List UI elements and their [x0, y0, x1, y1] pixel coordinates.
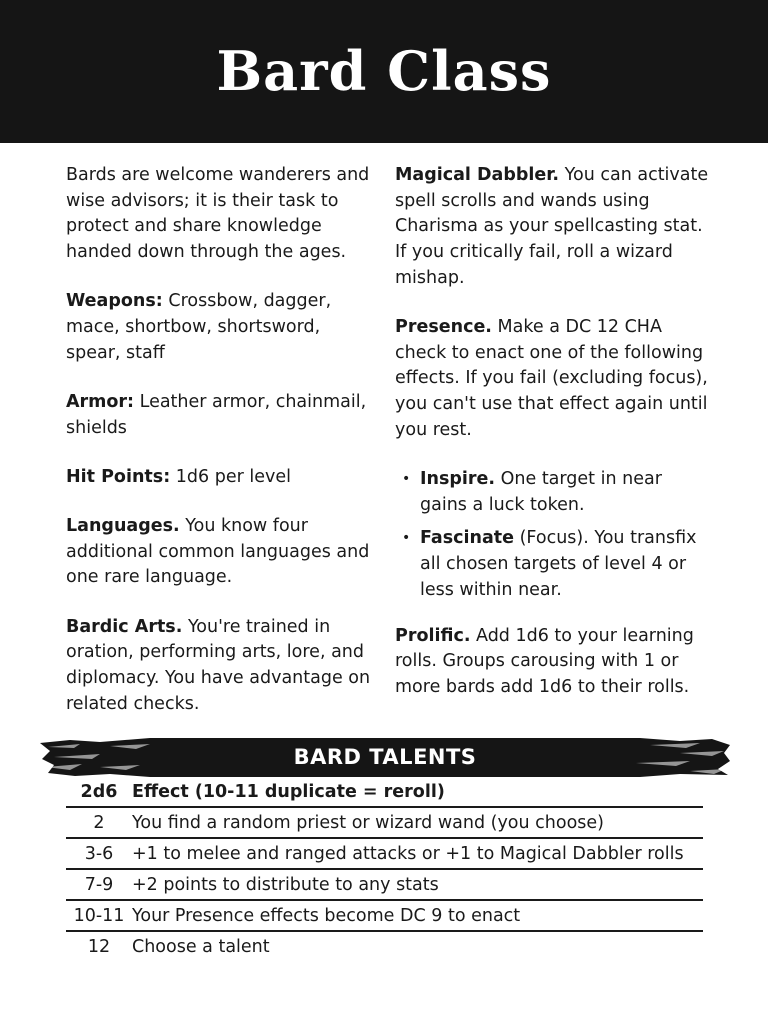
weapons-text: Crossbow, dagger, mace, shortbow, shortsword, spear, staff [66, 291, 332, 363]
roll-cell: 7-9 [84, 874, 114, 895]
roll-column-header: 2d6 [80, 781, 118, 802]
languages-text: You know four additional common languages and one rare language. [66, 516, 370, 588]
languages-paragraph [66, 514, 371, 591]
bardic-arts-paragraph [66, 615, 371, 718]
effect-label: Fascinate [420, 528, 515, 549]
hit-points-text: 1d6 per level [170, 466, 291, 487]
talents-table [66, 777, 703, 961]
presence-text: Make a DC 12 CHA check to enact one of the following effects. If you fail (excluding focus), you can't use that effect again until you rest. [395, 317, 708, 440]
page-title: Bard Class [216, 38, 552, 103]
left-column [66, 163, 371, 741]
prolific-label: Prolific. [395, 625, 471, 646]
effect-text: (Focus). You transfix all chosen targets of level 4 or less within near. [420, 528, 697, 600]
bardic-arts-text: You're trained in oration, performing arts, lore, and diplomacy. You have advantage on related checks. [66, 616, 371, 714]
magical-dabbler-paragraph [395, 163, 711, 292]
languages-label: Languages. [66, 516, 180, 537]
table-row [66, 807, 703, 838]
effect-cell: +2 points to distribute to any stats [132, 874, 439, 895]
presence-effects-list [395, 467, 711, 604]
magical-dabbler-text: You can activate spell scrolls and wands using Charisma as your spellcasting stat. If you critically fail, roll a wizard mishap. [395, 165, 709, 288]
talents-banner [40, 737, 730, 777]
prolific-paragraph [395, 624, 711, 701]
roll-cell: 2 [93, 812, 105, 833]
effect-text: One target in near gains a luck token. [420, 469, 662, 515]
roll-cell: 12 [87, 936, 111, 957]
effect-cell: You find a random priest or wizard wand (you choose) [132, 812, 604, 833]
table-row [66, 931, 703, 961]
effect-cell: Choose a talent [132, 936, 270, 957]
presence-label: Presence. [395, 317, 492, 338]
magical-dabbler-label: Magical Dabbler. [395, 165, 560, 185]
table-row [66, 900, 703, 931]
roll-cell: 10-11 [73, 905, 125, 926]
hit-points-label: Hit Points: [66, 466, 171, 487]
weapons-label: Weapons: [66, 291, 163, 312]
roll-cell: 3-6 [84, 843, 114, 864]
table-header-row [66, 777, 703, 807]
prolific-text: Add 1d6 to your learning rolls. Groups carousing with 1 or more bards add 1d6 to their rolls. [395, 625, 694, 697]
armor-label: Armor: [66, 391, 135, 412]
bardic-arts-label: Bardic Arts. [66, 616, 183, 637]
armor-paragraph [66, 390, 371, 441]
hit-points-paragraph [66, 465, 371, 491]
table-row [66, 869, 703, 900]
presence-paragraph [395, 315, 711, 444]
talents-title: BARD TALENTS [293, 745, 477, 769]
effect-column-header: Effect (10-11 duplicate = reroll) [132, 781, 445, 802]
effect-cell: +1 to melee and ranged attacks or +1 to Magical Dabbler rolls [132, 843, 684, 864]
table-row [66, 838, 703, 869]
effect-label: Inspire. [420, 469, 496, 490]
right-column [395, 163, 711, 724]
armor-text: Leather armor, chainmail, shields [66, 391, 367, 438]
list-item [420, 526, 711, 603]
weapons-paragraph [66, 289, 371, 366]
effect-cell: Your Presence effects become DC 9 to enact [132, 905, 521, 926]
title-banner [0, 0, 768, 143]
intro-paragraph: Bards are welcome wanderers and wise advisors; it is their task to protect and share knowledge handed down through the ages. [66, 165, 370, 263]
list-item [420, 467, 711, 518]
